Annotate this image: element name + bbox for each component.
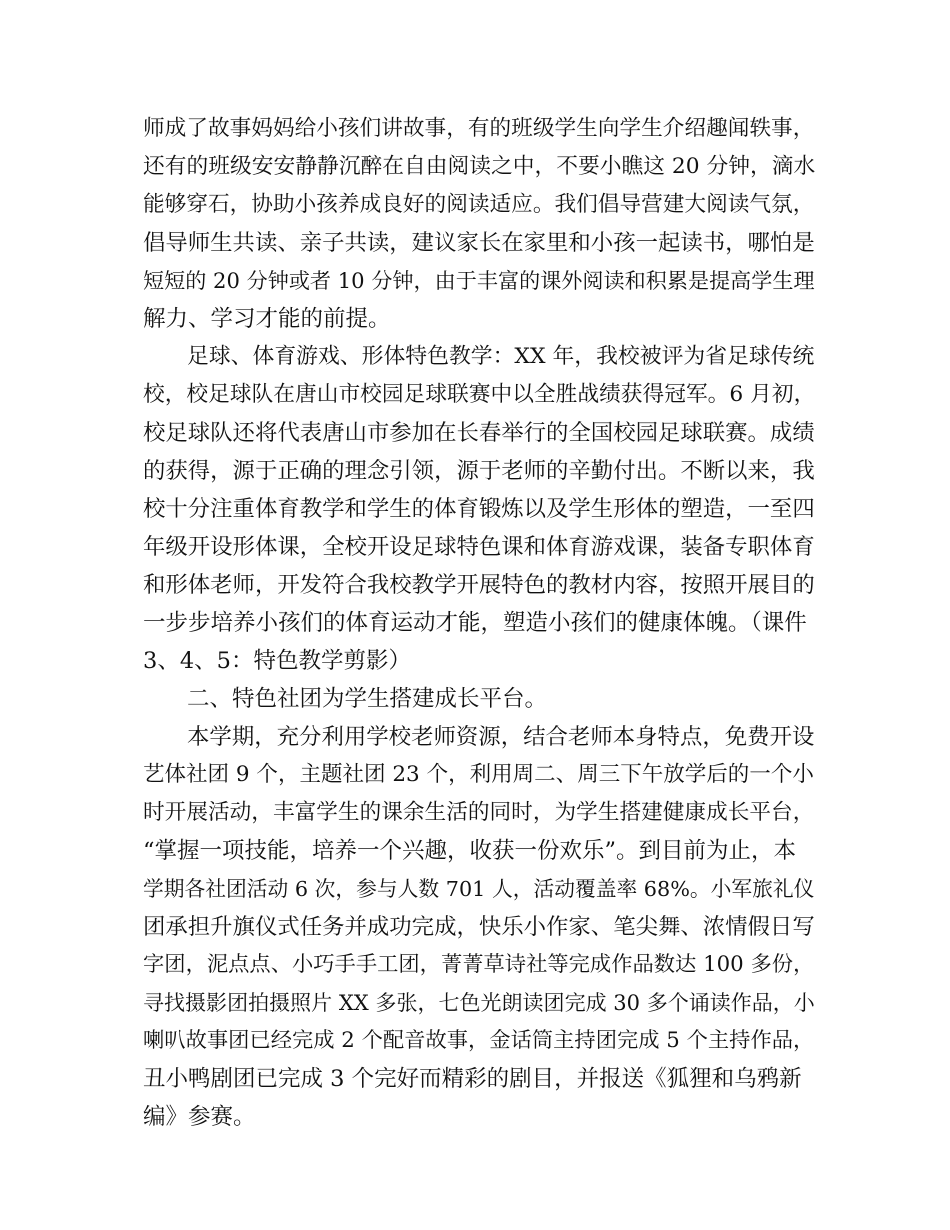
text-line: 师成了故事妈妈给小孩们讲故事，有的班级学生向学生介绍趣闻轶事， [143, 116, 815, 141]
text-line: 校足球队还将代表唐山市参加在长春举行的全国校园足球联赛。成绩 [143, 420, 815, 446]
text-line: 校十分注重体育教学和学生的体育锻炼以及学生形体的塑造，一至四 [143, 496, 815, 522]
text-line: 寻找摄影团拍摄照片 XX 多张，七色光朗读团完成 30 多个诵读作品，小 [143, 990, 815, 1015]
text-line: 艺体社团 9 个，主题社团 23 个，利用周二、周三下午放学后的一个小 [143, 762, 814, 787]
text-line: 解力、学习才能的前提。 [143, 306, 391, 332]
text-line: 时开展活动，丰富学生的课余生活的同时，为学生搭建健康成长平台， [143, 800, 815, 825]
text-line: 能够穿石，协助小孩养成良好的阅读适应。我们倡导营建大阅读气氛， [143, 192, 815, 217]
text-line: 字团，泥点点、小巧手手工团，菁菁草诗社等完成作品数达 100 多份， [143, 952, 815, 977]
text-line: 倡导师生共读、亲子共读，建议家长在家里和小孩一起读书，哪怕是 [143, 230, 815, 256]
text-line: 一步步培养小孩们的体育运动才能，塑造小孩们的健康体魄。（课件 [143, 610, 807, 636]
text-line: 校，校足球队在唐山市校园足球联赛中以全胜战绩获得冠军。6 月初， [143, 382, 816, 407]
text-line: 丑小鸭剧团已完成 3 个完好而精彩的剧目，并报送《狐狸和乌鸦新 [143, 1066, 802, 1092]
text-line: 的获得，源于正确的理念引领，源于老师的辛勤付出。不断以来，我 [143, 458, 815, 484]
paragraph-first-line: 本学期，充分利用学校老师资源，结合老师本身特点，免费开设 [187, 724, 815, 750]
text-line: 喇叭故事团已经完成 2 个配音故事，金话筒主持团完成 5 个主持作品， [143, 1028, 815, 1053]
text-line: 编》参赛。 [143, 1104, 256, 1130]
section-heading: 二、特色社团为学生搭建成长平台。 [187, 686, 548, 712]
text-line: 3、4、5：特色教学剪影） [143, 648, 411, 674]
text-line: 年级开设形体课，全校开设足球特色课和体育游戏课，装备专职体育 [143, 534, 815, 560]
text-line: 学期各社团活动 6 次，参与人数 701 人，活动覆盖率 68%。小军旅礼仪 [143, 877, 815, 901]
text-line: 还有的班级安安静静沉醉在自由阅读之中，不要小瞧这 20 分钟，滴水 [143, 154, 816, 179]
text-line: “掌握一项技能，培养一个兴趣，收获一份欢乐”。到目前为止，本 [143, 838, 797, 864]
text-line: 和形体老师，开发符合我校教学开展特色的教材内容，按照开展目的 [143, 572, 815, 598]
text-line: 团承担升旗仪式任务并成功完成，快乐小作家、笔尖舞、浓情假日写 [143, 914, 815, 940]
paragraph-first-line: 足球、体育游戏、形体特色教学：XX 年，我校被评为省足球传统 [187, 344, 815, 369]
text-line: 短短的 20 分钟或者 10 分钟，由于丰富的课外阅读和积累是提高学生理 [143, 268, 815, 293]
